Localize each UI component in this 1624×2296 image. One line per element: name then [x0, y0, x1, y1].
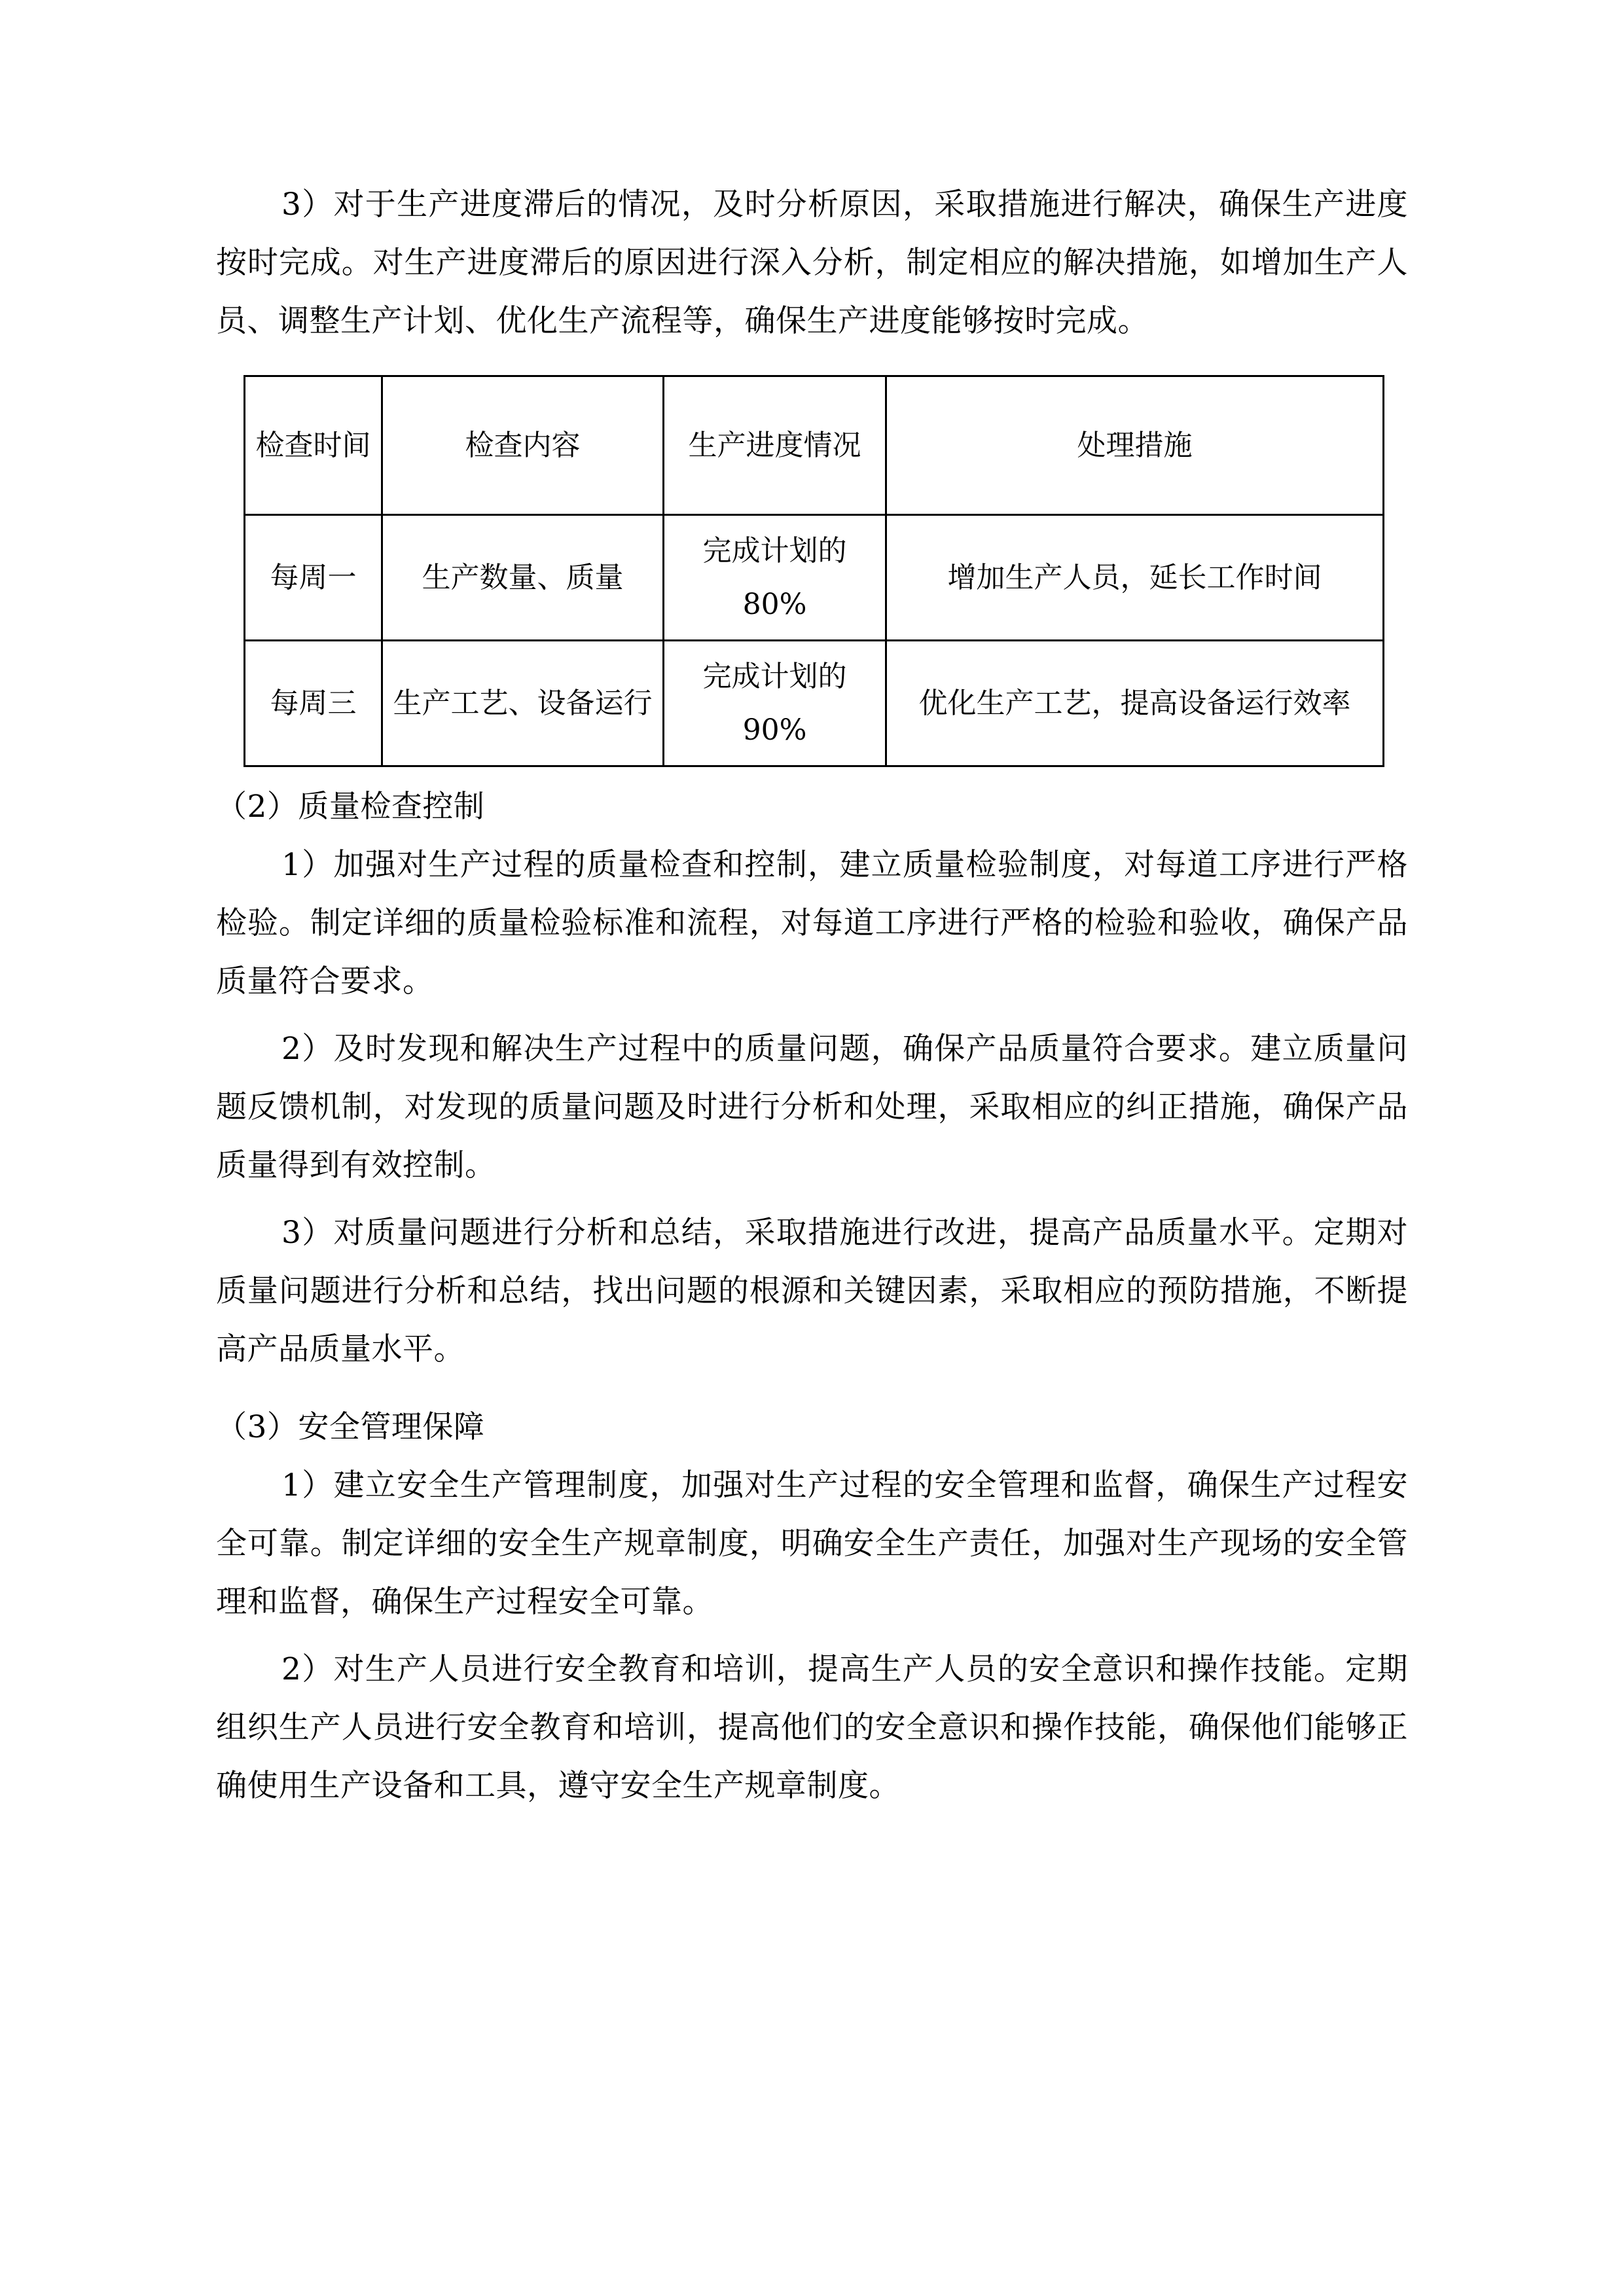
cell-handling-measures: 增加生产人员，延长工作时间 [886, 515, 1384, 641]
table-header-row [245, 376, 1384, 515]
paragraph-spacer [216, 1011, 1408, 1020]
cell-check-time: 每周一 [245, 515, 382, 641]
cell-handling-measures: 优化生产工艺，提高设备运行效率 [886, 641, 1384, 766]
inspection-table-wrapper [244, 375, 1408, 767]
section-heading-quality-inspection: （2）质量检查控制 [216, 789, 485, 825]
table-row [245, 641, 1384, 766]
cell-check-time: 每周三 [245, 641, 382, 766]
paragraph-spacer [216, 1194, 1408, 1204]
table-row [245, 515, 1384, 641]
cell-check-content: 生产工艺、设备运行 [382, 641, 664, 766]
paragraph-quality-1: 1）加强对生产过程的质量检查和控制，建立质量检验制度，对每道工序进行严格检验。制定详细的质量检验标准和流程，对每道工序进行严格的检验和验收，确保产品质量符合要求。 [216, 847, 1408, 999]
table-header-check-content: 检查内容 [382, 376, 664, 515]
cell-progress-status: 完成计划的80% [664, 515, 886, 641]
table-header-handling-measures: 处理措施 [886, 376, 1384, 515]
inspection-schedule-table [244, 375, 1384, 767]
table-header-check-time: 检查时间 [245, 376, 382, 515]
page-content [216, 175, 1408, 1815]
paragraph-quality-2: 2）及时发现和解决生产过程中的质量问题，确保产品质量符合要求。建立质量问题反馈机制，对发现的质量问题及时进行分析和处理，采取相应的纠正措施，确保产品质量得到有效控制。 [216, 1031, 1408, 1183]
paragraph-spacer [216, 1631, 1408, 1640]
section-spacer [216, 1378, 1408, 1398]
paragraph-safety-2: 2）对生产人员进行安全教育和培训，提高生产人员的安全意识和操作技能。定期组织生产人员进行安全教育和培训，提高他们的安全意识和操作技能，确保他们能够正确使用生产设备和工具，遵守安全生产规章制度。 [216, 1651, 1408, 1804]
cell-check-content: 生产数量、质量 [382, 515, 664, 641]
paragraph-progress-lag: 3）对于生产进度滞后的情况，及时分析原因，采取措施进行解决，确保生产进度按时完成。对生产进度滞后的原因进行深入分析，制定相应的解决措施，如增加生产人员、调整生产计划、优化生产流程等，确保生产进度能够按时完成。 [216, 187, 1408, 339]
section-heading-safety-management: （3）安全管理保障 [216, 1409, 485, 1445]
paragraph-safety-1: 1）建立安全生产管理制度，加强对生产过程的安全管理和监督，确保生产过程安全可靠。制定详细的安全生产规章制度，明确安全生产责任，加强对生产现场的安全管理和监督，确保生产过程安全可靠。 [216, 1467, 1408, 1620]
cell-progress-status: 完成计划的90% [664, 641, 886, 766]
paragraph-quality-3: 3）对质量问题进行分析和总结，采取措施进行改进，提高产品质量水平。定期对质量问题进行分析和总结，找出问题的根源和关键因素，采取相应的预防措施，不断提高产品质量水平。 [216, 1215, 1408, 1367]
table-header-progress-status: 生产进度情况 [664, 376, 886, 515]
